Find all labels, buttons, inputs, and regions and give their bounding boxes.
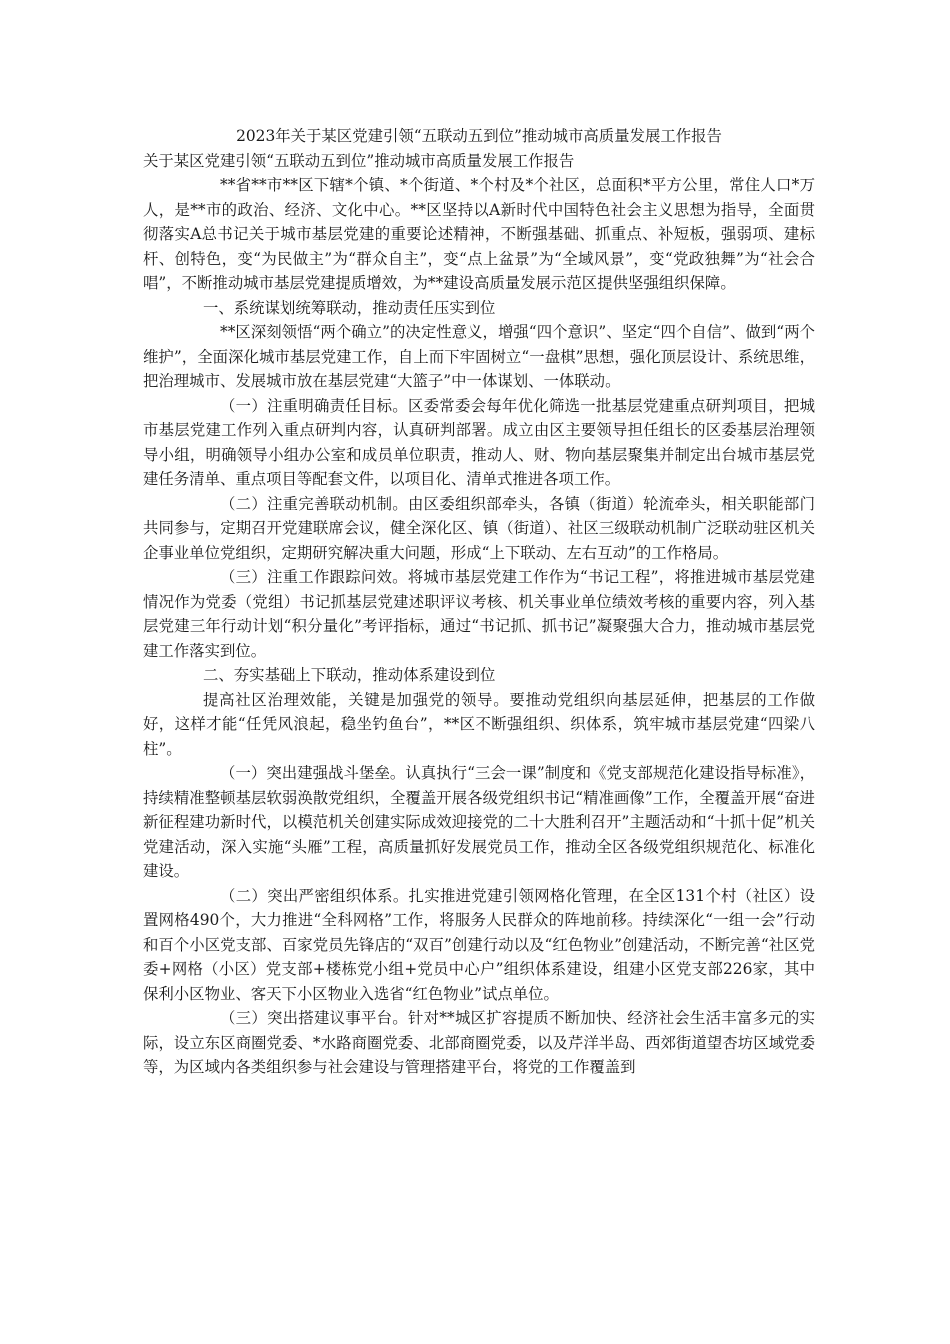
paragraph-intro: **省**市**区下辖*个镇、*个街道、*个村及*个社区，总面积*平方公里，常住人口*万人，是**市的政治、经济、文化中心。**区坚持以A新时代中国特色社会主义思想为指导，全面贯彻落实A总书记关于城市基层党建的重要论述精神，不断强基础、抓重点、补短板，强弱项、建标杆、创特色，变“为民做主”为“群众自主”，变“点上盆景”为“全域风景”，变“党政独舞”为“社会合唱”，不断推动城市基层党建提质增效，为**建设高质量发展示范区提供坚强组织保障。: [143, 176, 815, 292]
paragraph: **区深刻领悟“两个确立”的决定性意义，增强“四个意识”、坚定“四个自信”、做到“两个维护”，全面深化城市基层党建工作，自上而下牢固树立“一盘棋”思想，强化顶层设计、系统思维，把治理城市、发展城市放在基层党建“大篮子”中一体谋划、一体联动。: [143, 323, 815, 390]
heading-section-1: 一、系统谋划统筹联动，推动责任压实到位: [203, 298, 496, 317]
paragraph: （一）注重明确责任目标。区委常委会每年优化筛选一批基层党建重点研判项目，把城市基层党建工作列入重点研判内容，认真研判部署。成立由区主要领导担任组长的区委基层治理领导小组，明确领导小组办公室和成员单位职责，推动人、财、物向基层聚集并制定出台城市基层党建任务清单、重点项目等配套文件，以项目化、清单式推进各项工作。: [143, 396, 815, 488]
paragraph: 提高社区治理效能，关键是加强党的领导。要推动党组织向基层延伸，把基层的工作做好，这样才能“任凭风浪起，稳坐钓鱼台”，**区不断强组织、织体系，筑牢城市基层党建“四梁八柱”。: [143, 690, 815, 758]
paragraph: （二）突出严密组织体系。扎实推进党建引领网格化管理，在全区131个村（社区）设置网格490个，大力推进“全科网格”工作，将服务人民群众的阵地前移。持续深化“一组一会”行动和百个小区党支部、百家党员先锋店的“双百”创建行动以及“红色物业”创建活动，不断完善“社区党委+网格（小区）党支部+楼栋党小组+党员中心户”组织体系建设，组建小区党支部226家，其中保利小区物业、客天下小区物业入选省“红色物业”试点单位。: [143, 886, 815, 1003]
heading-section-2: 二、夯实基础上下联动，推动体系建设到位: [203, 666, 496, 684]
paragraph: （一）突出建强战斗堡垒。认真执行“三会一课”制度和《党支部规范化建设指导标准》，持续精准整顿基层软弱涣散党组织，全覆盖开展各级党组织书记“精准画像”工作，全覆盖开展“奋进新征程建功新时代，以模范机关创建实际成效迎接党的二十大胜利召开”主题活动和“十抓十促”机关党建活动，深入实施“头雁”工程，高质量抓好发展党员工作，推动全区各级党组织规范化、标准化建设。: [143, 764, 815, 880]
document-body: [143, 124, 815, 1080]
paragraph: （三）注重工作跟踪问效。将城市基层党建工作作为“书记工程”，将推进城市基层党建情况作为党委（党组）书记抓基层党建述职评议考核、机关事业单位绩效考核的重要内容，列入基层党建三年行动计划“积分量化”考评指标，通过“书记抓、抓书记”凝聚强大合力，推动城市基层党建工作落实到位。: [143, 568, 815, 660]
paragraph: （二）注重完善联动机制。由区委组织部牵头，各镇（街道）轮流牵头，相关职能部门共同参与，定期召开党建联席会议，健全深化区、镇（街道）、社区三级联动机制广泛联动驻区机关企事业单位党组织，定期研究解决重大问题，形成“上下联动、左右互动”的工作格局。: [143, 494, 815, 562]
document-title: 2023年关于某区党建引领“五联动五到位”推动城市高质量发展工作报告: [236, 127, 722, 145]
paragraph: （三）突出搭建议事平台。针对**城区扩容提质不断加快、经济社会生活丰富多元的实际，设立东区商圈党委、*水路商圈党委、北部商圈党委，以及芹洋半岛、西郊街道望杏坊区域党委等，为区域内各类组织参与社会建设与管理搭建平台，将党的工作覆盖到: [143, 1009, 815, 1076]
document-subtitle: 关于某区党建引领“五联动五到位”推动城市高质量发展工作报告: [143, 151, 575, 170]
